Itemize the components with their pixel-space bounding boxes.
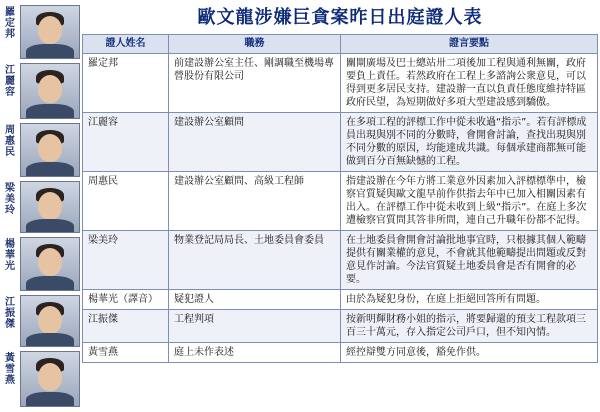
header-job: 職務: [169, 35, 341, 54]
table-row: [83, 54, 598, 113]
table-header-row: [83, 35, 598, 54]
witness-job: 建設辦公室顧問、高級工程師: [169, 172, 341, 231]
witness-portrait-image: [20, 181, 80, 233]
table-row: [83, 343, 598, 363]
witness-portrait-image: [20, 123, 80, 177]
photo-row: [2, 235, 80, 293]
witness-name: 江麗容: [83, 113, 169, 172]
witness-gist: 經控辯雙方同意後，豁免作供。: [341, 343, 598, 363]
portrait-face: [38, 363, 62, 391]
photo-row: [2, 293, 80, 349]
header-gist: 證言要點: [341, 35, 598, 54]
portrait-body: [26, 104, 75, 119]
portrait-face: [38, 192, 62, 220]
witness-gist: 指建設辦在今年方將工業意外因素加入評標標準中，檢察官質疑與歐文龍早前作供指去年中已加入相關因素有出入。在評標工作中從未收到上級“指示”。在庭上多次遭檢察官質問其答非所問，連自己升職年份都不記得。: [341, 172, 598, 231]
portrait-face: [38, 134, 62, 162]
witness-name: 黃雪燕: [83, 343, 169, 363]
photo-label: 江麗容: [5, 65, 15, 98]
witness-job: 工程判項: [169, 310, 341, 343]
table-row: [83, 172, 598, 231]
witness-portrait-image: [20, 351, 80, 407]
witness-name: 羅定邦: [83, 54, 169, 113]
photo-label: 楊華光: [5, 239, 15, 272]
witness-job: 物業登記局局長、土地委員會委員: [169, 231, 341, 290]
photo-row: [2, 179, 80, 235]
portrait-body: [26, 333, 75, 347]
portrait-face: [38, 16, 62, 44]
witness-portrait-image: [20, 237, 80, 291]
witness-gist: 在多項工程的評標工作中從未收過“指示”。若有評標成員出現與別不同的分數時，會開會討論，查找出現與別不同分數的原因，均能達成共識。每個承建商都無可能做到百分百無缺憾的工程。: [341, 113, 598, 172]
witness-portrait-image: [20, 295, 80, 347]
photo-row: [2, 61, 80, 121]
header-name: 證人姓名: [83, 35, 169, 54]
photo-row: [2, 3, 80, 61]
portrait-face: [38, 248, 62, 276]
photo-label: 江振傑: [5, 297, 15, 330]
portrait-body: [26, 219, 75, 233]
witness-portrait-image: [20, 5, 80, 59]
witness-portrait-image: [20, 63, 80, 119]
page-title: 歐文龍涉嫌巨貪案昨日出庭證人表: [197, 7, 483, 28]
witness-job: 疑犯證人: [169, 290, 341, 310]
witness-gist: 按新明輝財務小姐的指示，將要歸還的預支工程款項三百三十萬元，存入指定公司戶口，但不知內情。: [341, 310, 598, 343]
witness-photo-column: [2, 3, 80, 409]
witness-gist: 由於為疑犯身份，在庭上拒絕回答所有問題。: [341, 290, 598, 310]
table-row: [83, 290, 598, 310]
portrait-body: [26, 162, 75, 177]
table-row: [83, 231, 598, 290]
witness-name: 梁美玲: [83, 231, 169, 290]
table-row: [83, 310, 598, 343]
witness-table: [82, 34, 598, 363]
witness-name: 周惠民: [83, 172, 169, 231]
witness-job: 庭上未作表述: [169, 343, 341, 363]
photo-label: 周惠民: [5, 125, 15, 158]
witness-name: 江振傑: [83, 310, 169, 343]
photo-label: 梁美玲: [5, 183, 15, 216]
witness-job: 建設辦公室顧問: [169, 113, 341, 172]
photo-label: 黃雪燕: [5, 353, 15, 386]
witness-gist: 關閘廣場及巴士總站卅二項後加工程與通利無關，政府要負上責任。若然政府在工程上多諮詢公衆意見，可以得到更多居民支持。建設辦一直以負責任態度維持特區政府民望，為短期做好多項大型建設感到驕傲。: [341, 54, 598, 113]
photo-row: [2, 121, 80, 179]
portrait-body: [26, 276, 75, 291]
portrait-body: [26, 392, 75, 407]
witness-job: 前建設辦公室主任、剛調職至機場專營股份有限公司: [169, 54, 341, 113]
table-row: [83, 113, 598, 172]
portrait-face: [38, 75, 62, 103]
witness-gist: 在土地委員會開會討論批地事宜時，只根據其個人範疇提供有關業權的意見，不會就其他範疇提出問題或反對意見作討論。今法官質疑土地委員會是否有開會的必要。: [341, 231, 598, 290]
witness-name: 楊華光（譯音）: [83, 290, 169, 310]
photo-label: 羅定邦: [5, 7, 15, 40]
portrait-body: [26, 44, 75, 59]
photo-row: [2, 349, 80, 409]
portrait-face: [38, 306, 62, 334]
